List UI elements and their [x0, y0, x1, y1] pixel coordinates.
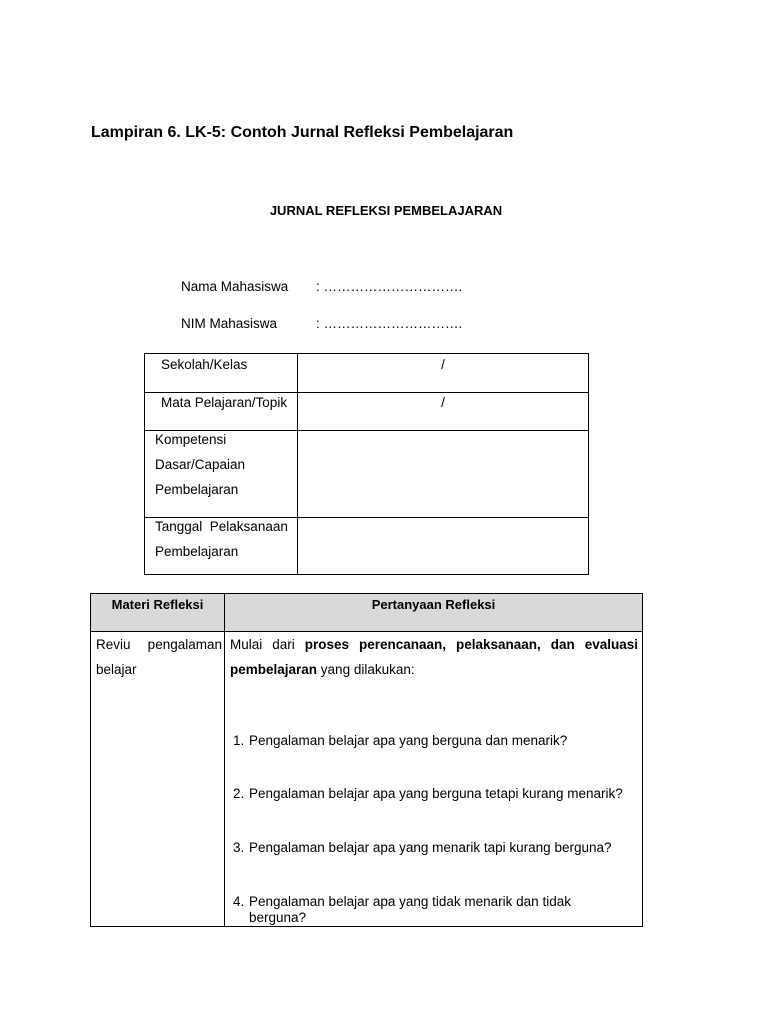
materi-header: Materi Refleksi: [111, 597, 204, 612]
date-label-line: Tanggal Pelaksanaan: [155, 519, 288, 534]
date-value[interactable]: [298, 517, 588, 573]
date-label-line: Pembelajaran: [155, 544, 239, 559]
question-item: [233, 786, 637, 802]
intro-bold: proses perencanaan, pelaksanaan, dan evaluasi pembelajaran: [230, 637, 638, 677]
question-text: Pengalaman belajar apa yang berguna tetapi kurang menarik?: [249, 786, 623, 801]
question-number: 4.: [233, 894, 245, 909]
student-name-field[interactable]: : ………………………….: [316, 279, 463, 294]
subject-topic-label: Mata Pelajaran/Topik: [161, 395, 288, 410]
journal-heading: JURNAL REFLEKSI PEMBELAJARAN: [269, 203, 503, 218]
date-label: [155, 514, 295, 564]
question-text: Pengalaman belajar apa yang menarik tapi kurang berguna?: [249, 840, 612, 855]
info-row-school: [145, 354, 588, 393]
student-name-label: Nama Mahasiswa: [181, 279, 289, 294]
document-title: Lampiran 6. LK-5: Contoh Jurnal Refleksi Pembelajaran: [91, 124, 514, 141]
info-table: [144, 353, 589, 575]
question-item: [233, 894, 583, 925]
competency-value[interactable]: [298, 430, 588, 516]
competency-label-line: Pembelajaran: [155, 482, 239, 497]
reflection-table: [90, 593, 643, 927]
materi-cell: Reviu pengalaman belajar: [96, 637, 222, 677]
school-class-label: Sekolah/Kelas: [161, 357, 248, 372]
question-number: 3.: [233, 840, 245, 855]
intro-prefix: Mulai dari: [230, 637, 305, 652]
pertanyaan-header: Pertanyaan Refleksi: [371, 597, 496, 612]
competency-label-line: Kompetensi: [155, 432, 227, 447]
student-nim-field[interactable]: : ………………………….: [316, 316, 463, 331]
info-row-date: [145, 517, 588, 574]
info-row-subject: [145, 392, 588, 431]
question-number: 1.: [233, 733, 245, 748]
info-row-competency: [145, 430, 588, 518]
question-text: Pengalaman belajar apa yang tidak menarik dan tidak berguna?: [249, 894, 571, 925]
school-class-value[interactable]: /: [441, 357, 445, 372]
question-item: [233, 733, 637, 749]
competency-label: [155, 427, 245, 502]
question-item: [233, 840, 637, 856]
subject-topic-value[interactable]: /: [441, 395, 445, 410]
question-text: Pengalaman belajar apa yang berguna dan menarik?: [249, 733, 568, 748]
reflection-table-divider: [224, 594, 225, 926]
question-number: 2.: [233, 786, 245, 801]
student-nim-label: NIM Mahasiswa: [181, 316, 278, 331]
reflection-intro: [230, 632, 638, 682]
intro-suffix: yang dilakukan:: [317, 662, 415, 677]
competency-label-line: Dasar/Capaian: [155, 457, 246, 472]
